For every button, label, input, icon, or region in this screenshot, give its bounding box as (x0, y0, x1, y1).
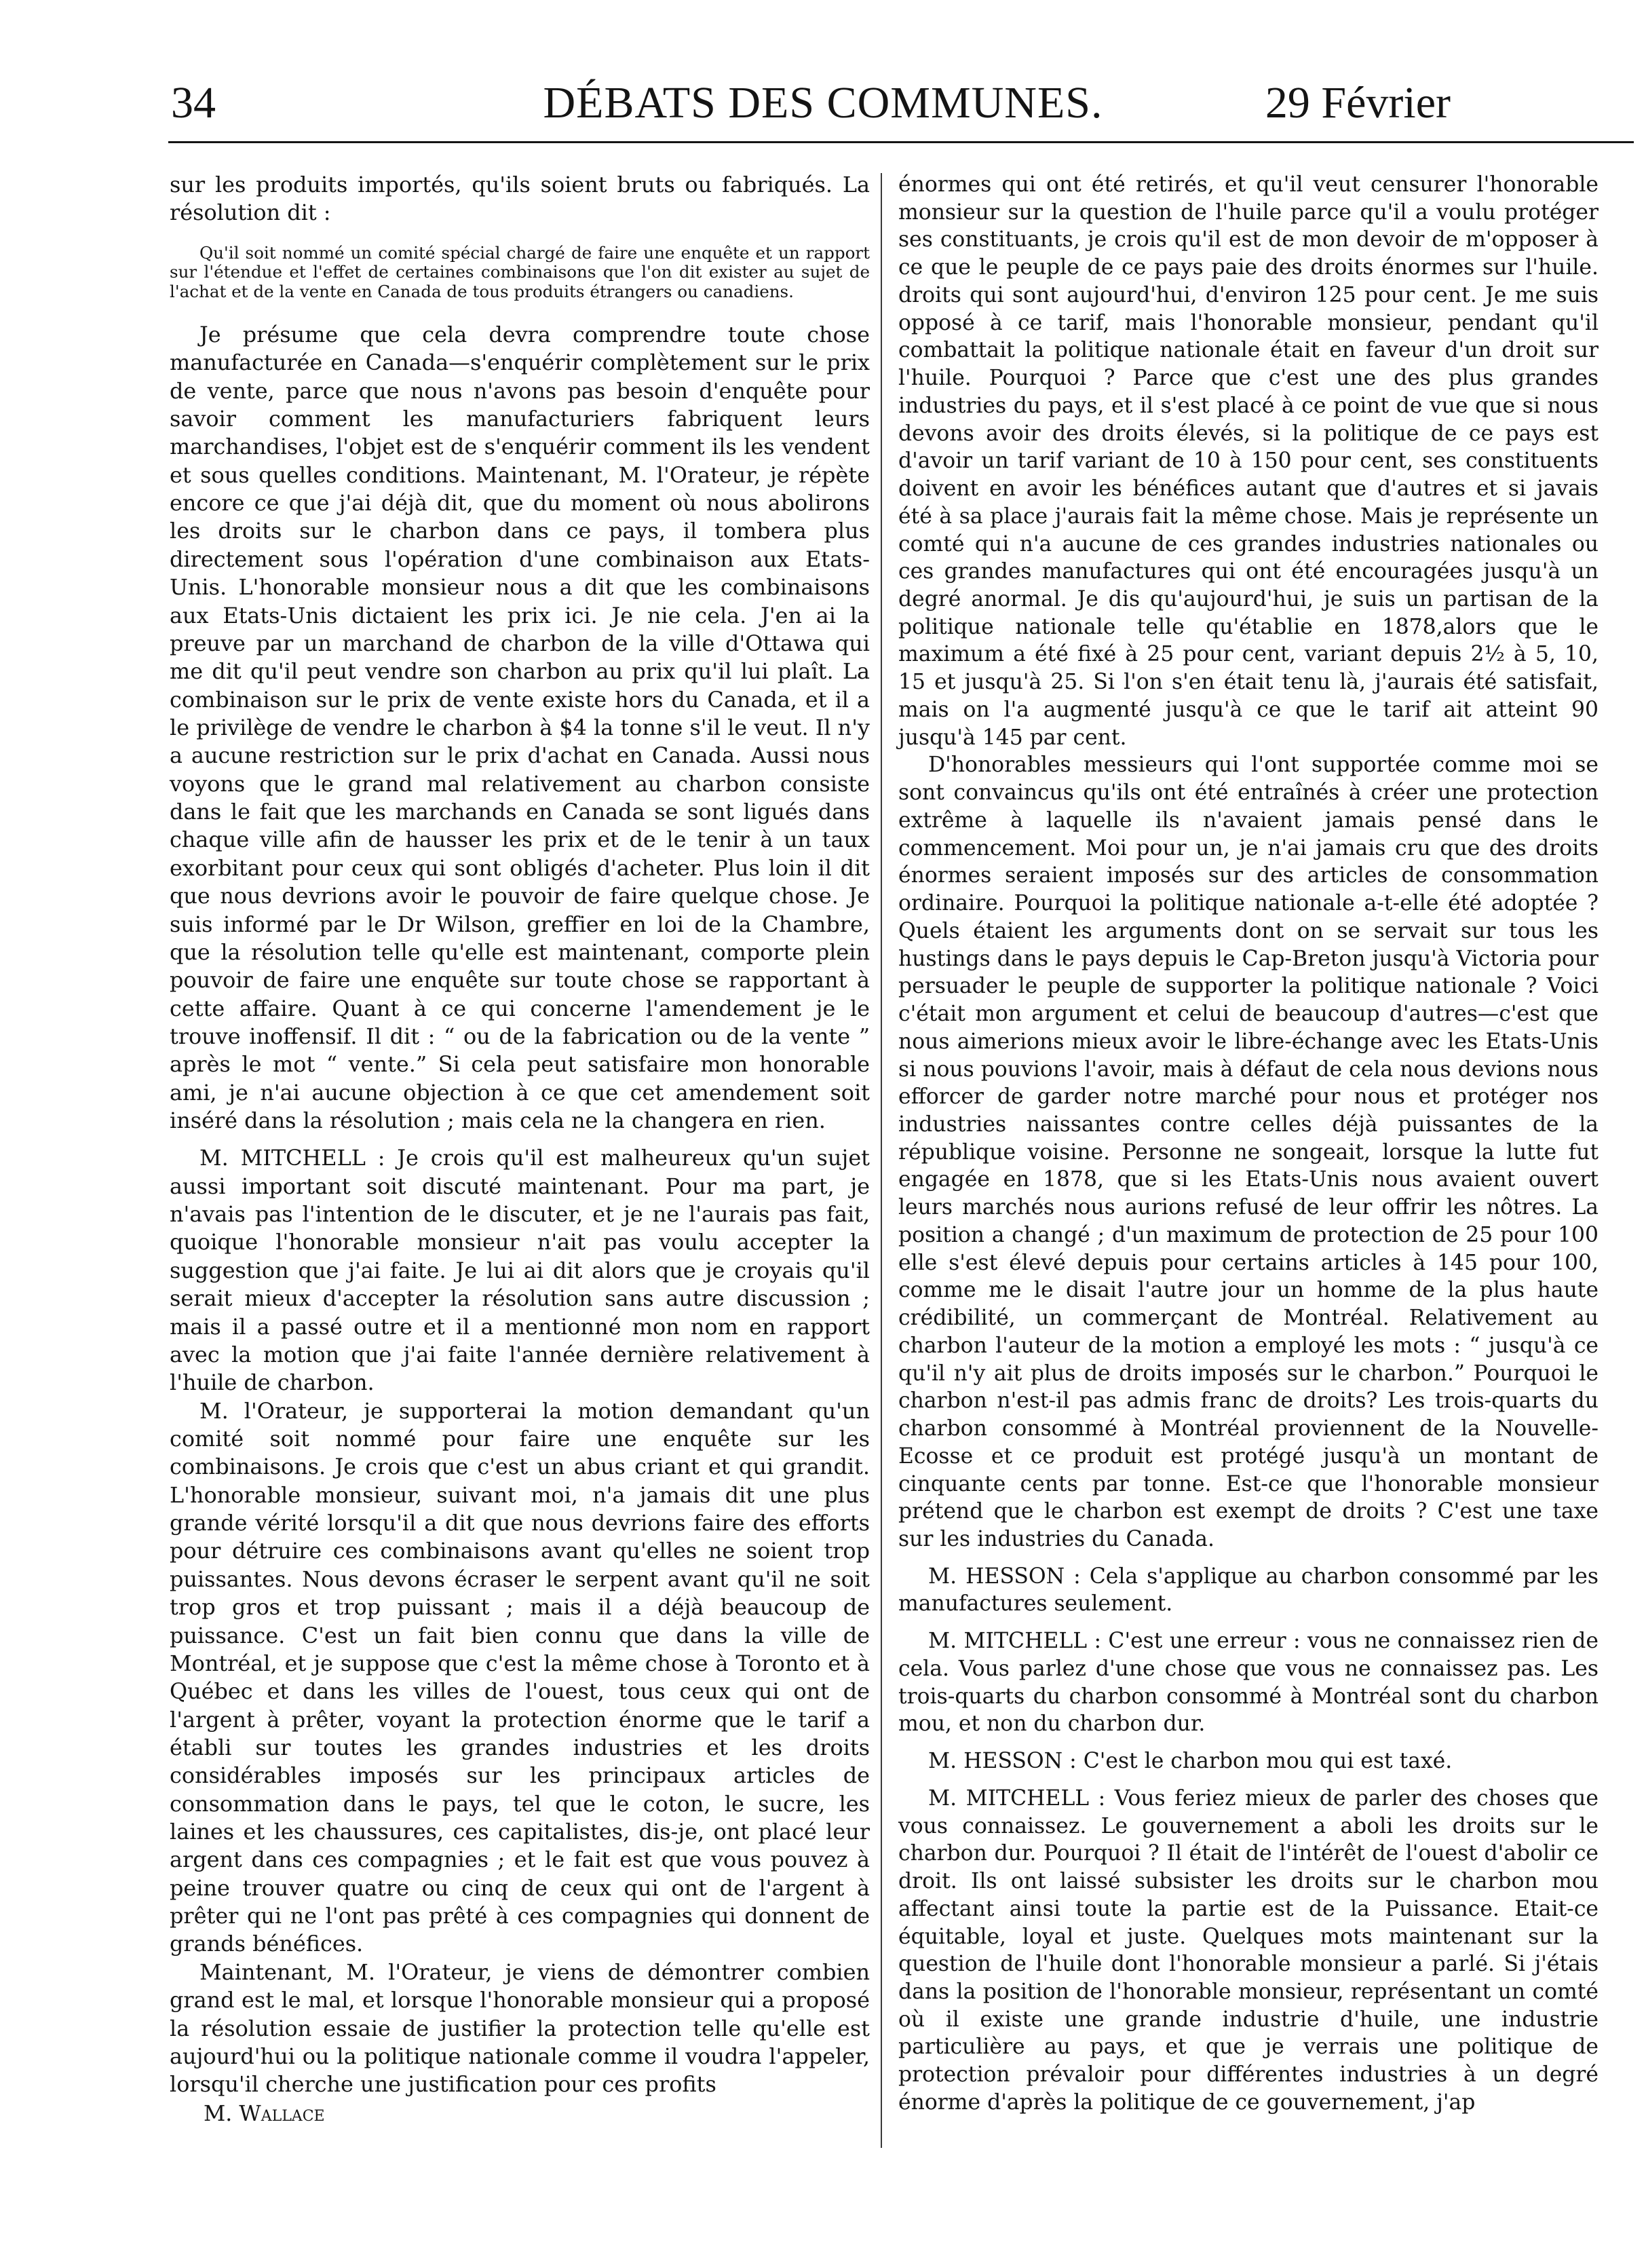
paragraph: énormes qui ont été retirés, et qu'il veut censurer l'honorable monsieur sur la question de l'huile parce qu'il a voulu protéger ses constituants, je crois qu'il est de mon devoir de m'opposer à ce que le peuple de ce pays paie des droits énormes sur l'huile. droits qui sont aujourd'hui, d'environ 125 pour cent. Je me suis opposé à ce tarif, mais l'honorable monsieur, pendant qu'il combattait la politique nationale était en faveur d'un droit sur l'huile. Pourquoi ? Parce que c'est une des plus grandes industries du pays, et il s'est placé à ce point de vue que si nous devons avoir des droits élevés, si la politique de ce pays est d'avoir un tarif variant de 10 à 150 pour cent, ses constituents doivent en avoir les bénéfices autant que d'autres et si javais été à sa place j'aurais fait la même chose. Mais je représente un comté qui n'a aucune de ces grandes industries nationales ou ces grandes manufactures qui ont été encouragées jusqu'à un degré anormal. Je dis qu'aujourd'hui, je suis un partisan de la politique nationale telle qu'établie en 1878,alors que le maximum a été fixé à 25 pour cent, variant depuis 2½ à 5, 10, 15 et jusqu'à 25. Si l'on s'en était tenu là, j'aurais été satisfait, mais on l'a augmenté jusqu'à ce que le tarif ait atteint 90 jusqu'à 145 par cent. (898, 172, 1599, 750)
speech-hesson: M. HESSON : Cela s'applique au charbon consommé par les manufactures seulement. (898, 1564, 1599, 1617)
header-rule (168, 141, 1634, 143)
column-separator (881, 173, 882, 2148)
paragraph: sur les produits importés, qu'ils soient bruts ou fabriqués. La résolution dit : (170, 172, 870, 226)
paragraph: Maintenant, M. l'Orateur, je viens de démontrer combien grand est le mal, et lorsque l'honorable monsieur qui a proposé la résolution essaie de justifier la protection telle qu'elle est aujourd'hui ou la politique nationale comme il voudra l'appeler, lorsqu'il cherche une justification pour ces profits (170, 1959, 870, 2098)
page-date: 29 Février (1265, 78, 1451, 128)
resolution-quote: Qu'il soit nommé un comité spécial chargé de faire une enquête et un rapport sur l'étendue et l'effet de certaines combinaisons que l'on dit exister au sujet de l'achat et de la vente en Canada de tous produits étrangers ou canadiens. (170, 242, 870, 302)
speech-mitchell: M. MITCHELL : C'est une erreur : vous ne connaissez rien de cela. Vous parlez d'une chose que vous ne connaissez pas. Les trois-quarts du charbon consommé à Montréal sont du charbon mou, et non du charbon dur. (898, 1629, 1599, 1737)
paragraph: M. l'Orateur, je supporterai la motion demandant qu'un comité soit nommé pour faire une enquête sur les combinaisons. Je crois que c'est un abus criant et qui grandit. L'honorable monsieur, suivant moi, n'a jamais dit une plus grande vérité lorsqu'il a dit que nous devrions faire des efforts pour détruire ces combinaisons avant qu'elles ne soient trop puissantes. Nous devons écraser le serpent avant qu'il ne soit trop gros et trop puissant ; mais il a déjà beaucoup de puissance. C'est un fait bien connu que dans la ville de Montréal, et je suppose que c'est la même chose à Toronto et à Québec et dans les villes de l'ouest, tous ceux qui ont de l'argent à prêter, voyant la protection énorme que le tarif a établi sur toutes les grandes industries et les droits considérables imposés sur les principaux articles de consommation dans le pays, tel que le coton, le sucre, les laines et les chaussures, ces capitalistes, dis-je, ont placé leur argent dans ces compagnies ; et le fait est que vous pouvez à peine trouver quatre ou cinq de ceux qui ont de l'argent à prêter qui ne l'ont pas prêté à ces compagnies qui donnent de grands bénéfices. (170, 1397, 870, 1957)
page-number: 34 (171, 78, 216, 128)
speaker-signature: M. Wallace (204, 2101, 325, 2126)
right-column (898, 171, 1599, 2117)
left-column (170, 171, 870, 2128)
speech-hesson: M. HESSON : C'est le charbon mou qui est taxé. (928, 1749, 1453, 1774)
page-title: DÉBATS DES COMMUNES. (543, 78, 1103, 128)
paragraph: D'honorables messieurs qui l'ont supportée comme moi se sont convaincus qu'ils ont été entraînés à créer une protection extrême à laquelle ils n'avaient jamais pensé dans le commencement. Moi pour un, je n'ai jamais cru que des droits énormes seraient imposés sur des articles de consommation ordinaire. Pourquoi la politique nationale a-t-elle été adoptée ? Quels étaient les arguments dont on se servait sur tous les hustings dans le pays depuis le Cap-Breton jusqu'à Victoria pour persuader le peuple de supporter la politique nationale ? Voici c'était mon argument et celui de beaucoup d'autres—c'est que nous aimerions mieux avoir le libre-échange avec les Etats-Unis si nous pouvions l'avoir, mais à défaut de cela nous devions nous efforcer de garder notre marché pour nous et protéger nos industries naissantes contre celles déjà puissantes de la république voisine. Personne ne songeait, lorsque la lutte fut engagée en 1878, que si les Etats-Unis nous avaient ouvert leurs marchés nous aurions refusé de leur offrir les nôtres. La position a changé ; d'un maximum de protection de 25 pour 100 elle s'est élevé depuis pour certains articles à 145 pour 100, comme me le disait l'autre jour un homme de la plus haute crédibilité, un commerçant de Montréal. Relativement au charbon l'auteur de la motion a employé les mots : “ jusqu'à ce qu'il n'y ait plus de droits imposés sur le charbon.” Pourquoi le charbon n'est-il pas admis franc de droits? Les trois-quarts du charbon consommé à Montréal proviennent de la Nouvelle-Ecosse et ce produit est protégé jusqu'à un montant de cinquante cents par tonne. Est-ce que l'honorable monsieur prétend que le charbon est exempt de droits ? C'est une taxe sur les industries du Canada. (898, 753, 1599, 1551)
paragraph: Je présume que cela devra comprendre toute chose manufacturée en Canada—s'enquérir complètement sur le prix de vente, parce que nous n'avons pas besoin d'enquête pour savoir comment les manufacturiers fabriquent leurs marchandises, l'objet est de s'enquérir comment ils les vendent et sous quelles conditions. Maintenant, M. l'Orateur, je répète encore ce que j'ai déjà dit, que du moment où nous abolirons les droits sur le charbon dans ce pays, il tombera plus directement sous l'opération d'une combinaison aux Etats-Unis. L'honorable monsieur nous a dit que les combinaisons aux Etats-Unis dictaient les prix ici. Je nie cela. J'en ai la preuve par un marchand de charbon de la ville d'Ottawa qui me dit qu'il peut vendre son charbon au prix qu'il lui plaît. La combinaison sur le prix de vente existe hors du Canada, et il a le privilège de vendre le charbon à $4 la tonne s'il le veut. Il n'y a aucune restriction sur le prix d'achat en Canada. Aussi nous voyons que le grand mal relativement au charbon consiste dans le fait que les marchands en Canada se sont ligués dans chaque ville afin de hausser les prix et de le tenir à un taux exorbitant pour ceux qui sont obligés d'acheter. Plus loin il dit que nous devrions avoir le pouvoir de faire quelque chose. Je suis informé par le Dr Wilson, greffier en loi de la Chambre, que la résolution telle qu'elle est maintenant, comporte plein pouvoir de faire une enquête sur toute chose se rapportant à cette affaire. Quant à ce qui concerne l'amendement je le trouve inoffensif. Il dit : “ ou de la fabrication ou de la vente ” après le mot “ vente.” Si cela peut satisfaire mon honorable ami, je n'ai aucune objection à ce que cet amendement soit inséré dans la résolution ; mais cela ne la changera en rien. (170, 321, 870, 1134)
speech-mitchell: M. MITCHELL : Vous feriez mieux de parler des choses que vous connaissez. Le gouvernement a aboli les droits sur le charbon dur. Pourquoi ? Il était de l'intérêt de l'ouest d'abolir ce droit. Ils ont laissé subsister les droits sur le charbon mou affectant ainsi toute la partie est de la Puissance. Etait-ce équitable, loyal et juste. Quelques mots maintenant sur la question de l'huile dont l'honorable monsieur a parlé. Si j'étais dans la position de l'honorable monsieur, représentant un comté où il existe une grande industrie d'huile, une industrie particulière au pays, et que je verrais une politique de protection prévaloir pour différentes industries à un degré énorme d'après la politique de ce gouvernement, j'ap (898, 1785, 1599, 2115)
speech-mitchell: M. MITCHELL : Je crois qu'il est malheureux qu'un sujet aussi important soit discuté maintenant. Pour ma part, je n'avais pas l'intention de le discuter, et je ne l'aurais pas fait, quoique l'honorable monsieur n'ait pas voulu accepter la suggestion que j'ai faite. Je lui ai dit alors que je croyais qu'il serait mieux d'accepter la résolution sans autre discussion ; mais il a passé outre et il a mentionné mon nom en rapport avec la motion que j'ai faite l'année dernière relativement à l'huile de charbon. (170, 1145, 870, 1396)
